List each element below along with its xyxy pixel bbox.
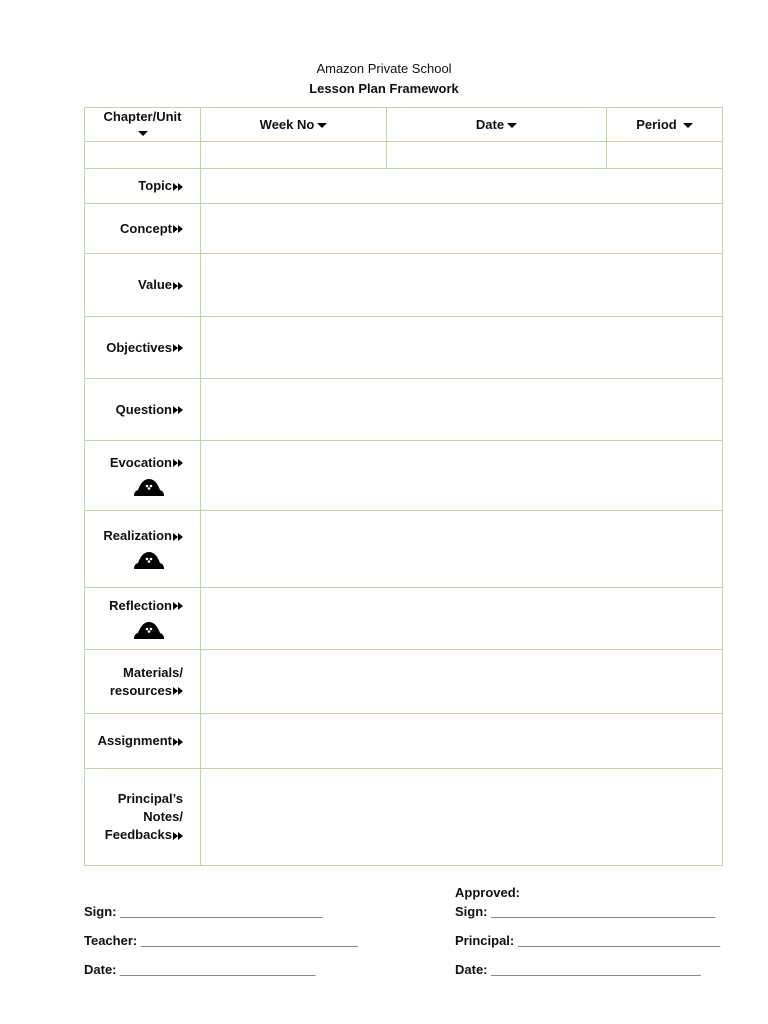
cap-icon: [132, 551, 166, 571]
notes-line-3: [85, 826, 183, 844]
concept-label: [85, 204, 201, 254]
fast-forward-icon: [173, 602, 183, 610]
notes-text-1: Principal’s: [117, 791, 183, 806]
week-no-cell[interactable]: [201, 142, 387, 169]
triangle-down-icon: [138, 131, 148, 136]
realization-field[interactable]: [201, 511, 723, 588]
fast-forward-icon: [173, 183, 183, 191]
table-row: [85, 379, 723, 441]
lesson-plan-table: [84, 107, 723, 866]
fast-forward-icon: [173, 225, 183, 233]
document-title: Lesson Plan Framework: [309, 81, 459, 96]
principal-sign-line[interactable]: Sign: _______________________________: [455, 904, 716, 919]
week-no-label: Week No: [259, 117, 315, 132]
notes-field[interactable]: [201, 769, 723, 866]
materials-label: [85, 650, 201, 714]
table-row: [85, 169, 723, 204]
period-header[interactable]: [607, 108, 723, 142]
table-row: [85, 204, 723, 254]
concept-text: Concept: [120, 220, 172, 236]
materials-field[interactable]: [201, 650, 723, 714]
teacher-sign-line[interactable]: Sign: ____________________________: [84, 904, 323, 919]
principal-name-line[interactable]: Principal: ____________________________: [455, 933, 721, 948]
week-no-header[interactable]: [201, 108, 387, 142]
date-header[interactable]: [387, 108, 607, 142]
topic-text: Topic: [138, 178, 172, 193]
concept-field[interactable]: [201, 204, 723, 254]
principal-date-line[interactable]: Date: _____________________________: [455, 962, 701, 977]
topic-label: [85, 169, 201, 204]
table-row: [85, 511, 723, 588]
value-label: [85, 254, 201, 317]
reflection-field[interactable]: [201, 588, 723, 650]
evocation-field[interactable]: [201, 441, 723, 511]
table-row: [85, 714, 723, 769]
table-row: [85, 441, 723, 511]
header-value-row: [85, 142, 723, 169]
realization-text: Realization: [103, 528, 172, 543]
materials-text-1: Materials/: [123, 664, 183, 680]
realization-line: [85, 527, 183, 545]
objectives-label: [85, 317, 201, 379]
chapter-unit-label: Chapter/Unit: [103, 108, 182, 124]
cap-icon: [132, 478, 166, 498]
date-label: Date: [475, 117, 505, 132]
table-row: [85, 317, 723, 379]
materials-line-2: [85, 682, 183, 700]
cap-icon: [132, 621, 166, 641]
table-row: [85, 254, 723, 317]
reflection-line: [85, 597, 183, 615]
notes-text-2: Notes/: [143, 809, 183, 824]
evocation-text: Evocation: [109, 454, 172, 470]
fast-forward-icon: [173, 459, 183, 467]
triangle-down-icon: [317, 123, 327, 128]
table-row: [85, 650, 723, 714]
triangle-down-icon: [507, 123, 517, 128]
teacher-name-line[interactable]: Teacher: ______________________________: [84, 933, 358, 948]
assignment-label: [85, 714, 201, 769]
approved-label: Approved:: [455, 885, 520, 900]
chapter-unit-header[interactable]: [85, 108, 201, 142]
realization-label: [85, 511, 201, 588]
evocation-label: [85, 441, 201, 511]
chapter-unit-cell[interactable]: [85, 142, 201, 169]
value-text: Value: [138, 277, 172, 292]
objectives-field[interactable]: [201, 317, 723, 379]
table-row: [85, 588, 723, 650]
reflection-text: Reflection: [109, 597, 172, 613]
date-cell[interactable]: [387, 142, 607, 169]
objectives-text: Objectives: [106, 339, 172, 355]
school-name: Amazon Private School: [316, 61, 452, 76]
fast-forward-icon: [173, 687, 183, 695]
notes-text-3: Feedbacks: [104, 827, 172, 842]
table-row: [85, 769, 723, 866]
fast-forward-icon: [173, 533, 183, 541]
fast-forward-icon: [173, 282, 183, 290]
fast-forward-icon: [173, 406, 183, 414]
materials-text-2: resources: [109, 682, 172, 698]
reflection-label: [85, 588, 201, 650]
triangle-down-icon: [683, 123, 693, 128]
question-field[interactable]: [201, 379, 723, 441]
assignment-text: Assignment: [97, 733, 172, 748]
value-field[interactable]: [201, 254, 723, 317]
question-label: [85, 379, 201, 441]
topic-field[interactable]: [201, 169, 723, 204]
notes-label: [85, 769, 201, 866]
period-label: Period: [636, 117, 677, 132]
evocation-line: [85, 454, 183, 472]
teacher-date-line[interactable]: Date: ___________________________: [84, 962, 316, 977]
fast-forward-icon: [173, 832, 183, 840]
fast-forward-icon: [173, 738, 183, 746]
period-cell[interactable]: [607, 142, 723, 169]
question-text: Question: [115, 401, 172, 417]
assignment-field[interactable]: [201, 714, 723, 769]
fast-forward-icon: [173, 344, 183, 352]
